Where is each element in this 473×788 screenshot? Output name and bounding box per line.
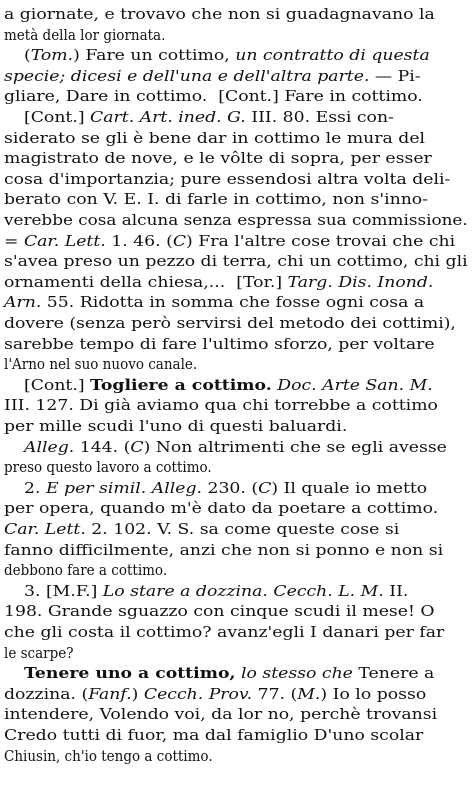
bold-headword: Tenere uno a cottimo, — [24, 664, 236, 683]
text-line — [24, 663, 434, 683]
italic-text: Alleg. — [151, 478, 202, 497]
text-line — [4, 231, 455, 251]
text-run: 230. ( — [201, 478, 259, 497]
text-line — [4, 354, 197, 374]
italic-text: Car. Lett. — [23, 231, 106, 250]
text-line — [4, 498, 438, 518]
text-run: Credo tutti di fuor, ma dal famiglio D'uno scolar — [4, 726, 424, 744]
text-line — [24, 45, 430, 65]
text-line — [4, 540, 443, 560]
text-line — [24, 107, 394, 127]
text-line — [4, 395, 438, 415]
text-line — [4, 704, 437, 724]
text-run: ) — [131, 684, 144, 703]
text-line — [4, 210, 468, 230]
italic-text: Car. Lett. — [4, 520, 86, 538]
text-line — [4, 169, 450, 189]
text-line — [4, 128, 425, 148]
text-run: che gli costa il cottimo? avanz'egli I danari per far — [4, 623, 445, 641]
text-line — [4, 148, 432, 168]
text-run: 2. — [24, 478, 46, 497]
italic-text: Alleg. — [24, 437, 75, 456]
text-line — [4, 684, 426, 704]
text-run: verebbe cosa alcuna senza espressa sua commissione. — [4, 211, 468, 229]
text-run: 2. 102. V. S. sa come queste cose si — [85, 520, 400, 538]
text-run: Tenere a — [352, 664, 435, 683]
text-line — [4, 457, 212, 477]
text-run: s'avea preso un pezzo di terra, chi un cottimo, chi gli — [4, 252, 468, 271]
italic-text: Cart. Art. ined. G. — [90, 108, 246, 126]
text-run: per opera, quando m'è dato da poetare a cottimo. — [4, 499, 439, 518]
text-line — [4, 189, 428, 209]
text-run: — Pi- — [369, 66, 421, 85]
text-run: 198. Grande sguazzo con cinque scudi il mese! O — [4, 602, 435, 621]
italic-text: lo stesso che — [240, 664, 353, 683]
text-run: [Cont.] — [24, 375, 91, 394]
text-run: 55. Ridotta in somma che fosse ogni cosa a — [41, 293, 425, 312]
text-run: 144. ( — [74, 437, 131, 456]
text-run: 3. [M.F.] — [24, 581, 103, 600]
text-line — [4, 272, 433, 292]
text-line — [24, 581, 408, 601]
text-line — [24, 478, 427, 498]
text-run: intendere, Volendo voi, da lor no, perchè trovansi — [4, 705, 438, 724]
text-run: l'Arno nel suo nuovo canale. — [4, 355, 198, 374]
italic-text: M. — [297, 684, 321, 703]
text-run: siderato se gli è bene dar in cottimo le mura del — [4, 128, 426, 147]
text-line — [4, 292, 424, 312]
text-run: ) Il quale io metto — [271, 478, 428, 497]
italic-text: Cecch. Prov. — [143, 684, 253, 703]
text-line — [4, 4, 435, 24]
text-run: II. — [383, 581, 409, 600]
text-run: magistrato de nove, e le vôlte di sopra, per esser — [4, 149, 432, 168]
text-run: debbono fare a cottimo. — [4, 561, 168, 580]
text-line — [4, 725, 423, 745]
text-line — [4, 643, 73, 663]
text-run: III. 127. Di già aviamo qua chi torrebbe a cottimo — [4, 396, 438, 415]
italic-text: C — [172, 231, 187, 250]
text-run: le scarpe? — [4, 643, 74, 662]
text-line — [4, 560, 167, 580]
text-line — [4, 251, 468, 271]
text-run: per mille scudi l'uno di questi baluardi. — [4, 417, 348, 435]
text-run: ornamenti della chiesa,... [Tor.] — [4, 272, 288, 291]
text-run: dovere (senza però servirsi del metodo dei cottimi), — [4, 314, 456, 332]
text-run: = — [4, 231, 24, 250]
text-run: berato con V. E. I. di farle in cottimo, non s'inno- — [4, 190, 429, 209]
italic-text: Arn. — [4, 293, 42, 312]
text-run: ) Fare un cottimo, — [73, 46, 236, 65]
text-run: fanno difficilmente, anzi che non si ponno e non si — [4, 540, 444, 559]
text-line — [4, 622, 444, 642]
text-run: ( — [24, 46, 31, 65]
italic-text: Fanf. — [88, 684, 132, 703]
text-run: III. 80. Essi con- — [245, 108, 394, 126]
text-line — [4, 25, 165, 45]
text-run: preso questo lavoro a cottimo. — [4, 458, 212, 477]
italic-text: Doc. Arte San. M. — [277, 375, 433, 394]
italic-text: Tom. — [30, 46, 74, 65]
bold-headword: Togliere a cottimo. — [90, 375, 272, 394]
italic-text: Lo stare a dozzina. — [102, 581, 268, 600]
text-line — [4, 313, 456, 333]
text-run: ) Io lo posso — [320, 684, 427, 703]
italic-text: Cecch. L. M. — [273, 581, 384, 600]
text-run: metà della lor giornata. — [4, 25, 166, 44]
text-line — [4, 66, 421, 86]
text-line — [4, 519, 399, 539]
text-run: Chiusin, ch'io tengo a cottimo. — [4, 746, 213, 765]
text-run: 77. ( — [252, 684, 298, 703]
text-run: dozzina. ( — [4, 684, 89, 703]
text-line — [4, 416, 347, 436]
italic-text: E per simil. — [45, 478, 147, 497]
text-run: sarebbe tempo di fare l'ultimo sforzo, per voltare — [4, 334, 435, 353]
text-line — [4, 334, 435, 354]
text-run: gliare, Dare in cottimo. [Cont.] Fare in cottimo. — [4, 87, 423, 106]
italic-text: C — [258, 478, 272, 497]
italic-text: Targ. Dis. Inond. — [287, 272, 434, 291]
italic-text: C — [130, 437, 144, 456]
italic-text: specie; dicesi e dell'una e dell'altra parte. — [4, 66, 370, 85]
italic-text: un contratto di questa — [235, 46, 430, 65]
text-run: a giornate, e trovavo che non si guadagnavano la — [4, 5, 435, 23]
text-run: ) Fra l'altre cose trovai che chi — [186, 231, 456, 250]
text-run: cosa d'importanzia; pure essendosi altra volta deli- — [4, 169, 451, 188]
text-run: ) Non altrimenti che se egli avesse — [143, 437, 447, 456]
text-line — [4, 86, 423, 106]
text-run: [Cont.] — [24, 108, 91, 126]
text-line — [24, 375, 433, 395]
text-line — [4, 601, 435, 621]
text-run: 1. 46. ( — [105, 231, 173, 250]
text-line — [4, 746, 213, 766]
text-line — [24, 437, 447, 457]
